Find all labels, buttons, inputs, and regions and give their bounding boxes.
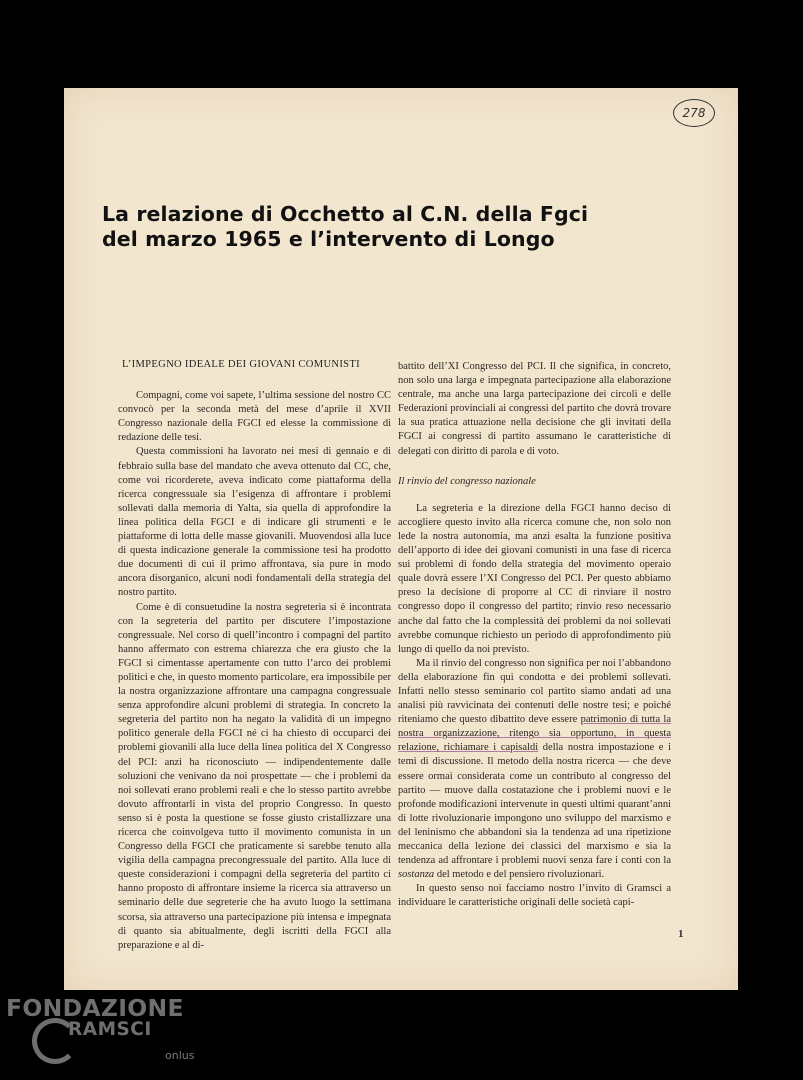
paragraph-text: del metodo e del pensiero rivoluzionari. <box>434 869 605 881</box>
paragraph: La segreteria e la direzione della FGCI hanno deciso di accogliere questo invito alla ricerca comune che, non solo non lede la nostra autonomia, ma anzi esalta la funzione positiva dell’apporto di idee dei giovani comunisti in una fase di ricerca sui problemi di fondo della strategia del movimento operaio quale dovrà essere l’XI Congresso del PCI. Per questo abbiamo preso la decisione di proporre al CC di rinviare il nostro congresso dopo il congresso del partito; rinvio reso necessario anche dal fatto che la complessità dei problemi da noi sollevati avrebbe comunque richiesto un periodo di approfondimento più lungo di quello da noi previsto. <box>398 502 671 655</box>
paragraph-continuation: battito dell’XI Congresso del PCI. Il che significa, in concreto, non solo una larga e impegnata partecipazione alla elaborazione centrale, ma anche una larga partecipazione dei circoli e delle Federazioni provinciali ai congressi del partito che dovrà trovare la sua pratica attuazione nella decisione che gli invitati della FGCI ai congressi di partito assumano le caratteristiche di delegati con diritto di parola e di voto. <box>398 361 671 457</box>
section-heading: L’IMPEGNO IDEALE DEI GIOVANI COMUNISTI <box>122 359 360 370</box>
left-column <box>118 358 391 953</box>
subheading: Il rinvio del congresso nazionale <box>398 475 536 487</box>
right-column <box>398 360 671 910</box>
fondazione-gramsci-logo <box>6 994 206 1074</box>
logo-text-line-3: onlus <box>165 1049 195 1062</box>
logo-text-line-2: RAMSCI <box>68 1019 152 1040</box>
title-line-1: La relazione di Occhetto al C.N. della Fgci <box>102 202 589 226</box>
paragraph: Come è di consuetudine la nostra segreteria si è incontrata con la segreteria del partito per discutere l’impostazione congressuale. Nel corso di quell’incontro i compagni del partito hanno affermato con estrema chiarezza che era giusto che la FGCI si cimentasse apertamente con tutto l’arco dei problemi politici e che, in questo momento particolare, era impossibile per la nostra organizzazione affrontare una campagna congressuale senza approfondire alcuni problemi di strategia. In concreto la segreteria del partito non ha negato la validità di un impegno politico generale della FGCI né ci ha chiesto di occuparci dei problemi giovanili alla luce della linea politica del X Congresso del PCI: anzi ha riconosciuto — indipendentemente dalle soluzioni che venivano da noi prospettate — che i problemi da noi sollevati erano problemi reali e che lo stesso partito avrebbe dovuto affrontarli in vista del proprio Congresso. In questo senso si è posta la questione se fosse giusto cristallizzare una ricerca che coinvolgeva tutto il movimento comunista in un Congresso della FGCI che praticamente si sarebbe tenuto alla vigilia della campagna precongressuale del partito. Alla luce di queste considerazioni i compagni della segreteria del partito ci hanno proposto di affrontare insieme la ricerca sia attraverso un seminario delle due segreterie che ha avuto luogo la settimana scorsa, sia attraverso una partecipazione più intensa e impegnata di quanto sia abitualmente, degli iscritti della FGCI alla preparazione e al di- <box>118 601 391 951</box>
page-number: 1 <box>678 928 684 940</box>
logo-text-line-1: FONDAZIONE <box>6 994 184 1022</box>
title-line-2: del marzo 1965 e l’intervento di Longo <box>102 227 555 251</box>
document-page <box>64 88 738 990</box>
paragraph-text: Ma il rinvio del congresso non significa per noi l’abbandono della elaborazione fin qui condotta e dei problemi sollevati. Infatti nello stesso seminario col partito siamo andati ad una analisi più ravvicinata dei contenuti delle nostre tesi; e poiché riteniamo che questo dibattito deve essere <box>398 657 671 726</box>
italic-word: sostanza <box>398 869 435 881</box>
underlined-passage: patrimonio di tutta la nostra organizzazione, ritengo sia opportuno, in questa relazione, richiamare i capisaldi <box>398 714 671 754</box>
paragraph-text: della nostra impostazione e i temi di discussione. Il metodo della nostra ricerca — che deve essere ormai considerata come un contributo al congresso del partito — muove dalla costatazione che i problemi nuovi e le profonde modificazioni intervenute in questi ultimi quarant’anni di lotte rivoluzionarie impongono uno sviluppo del marxismo e del leninismo che abbandoni sia la tendenza ad una ripetizione meccanica della lezione dei classici del marxismo e sia la tendenza ad affrontare i problemi nuovi senza fare i conti con la <box>398 742 671 867</box>
paragraph <box>398 657 671 883</box>
article-title <box>102 202 692 252</box>
archive-number-stamp: 278 <box>673 99 715 127</box>
paragraph: Questa commissioni ha lavorato nei mesi di gennaio e di febbraio sulla base del mandato che aveva ottenuto dal CC, che, come voi ricorderete, aveva indicato come piattaforma della ricerca congressuale sia l’esigenza di affrontare i problemi sollevati dalla memoria di Yalta, sia quella di approfondire la linea politica della FGCI e di indicare gli strumenti e le piattaforme di lotta delle masse giovanili. Muovendosi alla luce di questa indicazione generale la commissione tesi ha prodotto due documenti di cui il primo affrontava, sia pure in modo ancora disorganico, alcuni nodi fondamentali della strategia del nostro partito. <box>118 446 391 599</box>
paragraph: In questo senso noi facciamo nostro l’invito di Gramsci a individuare le caratteristiche originali delle società capi- <box>398 883 671 909</box>
paragraph: Compagni, come voi sapete, l’ultima sessione del nostro CC convocò per la seconda metà del mese d’aprile il XVII Congresso nazionale della FGCI ed elesse la commissione di redazione delle tesi. <box>118 390 391 444</box>
